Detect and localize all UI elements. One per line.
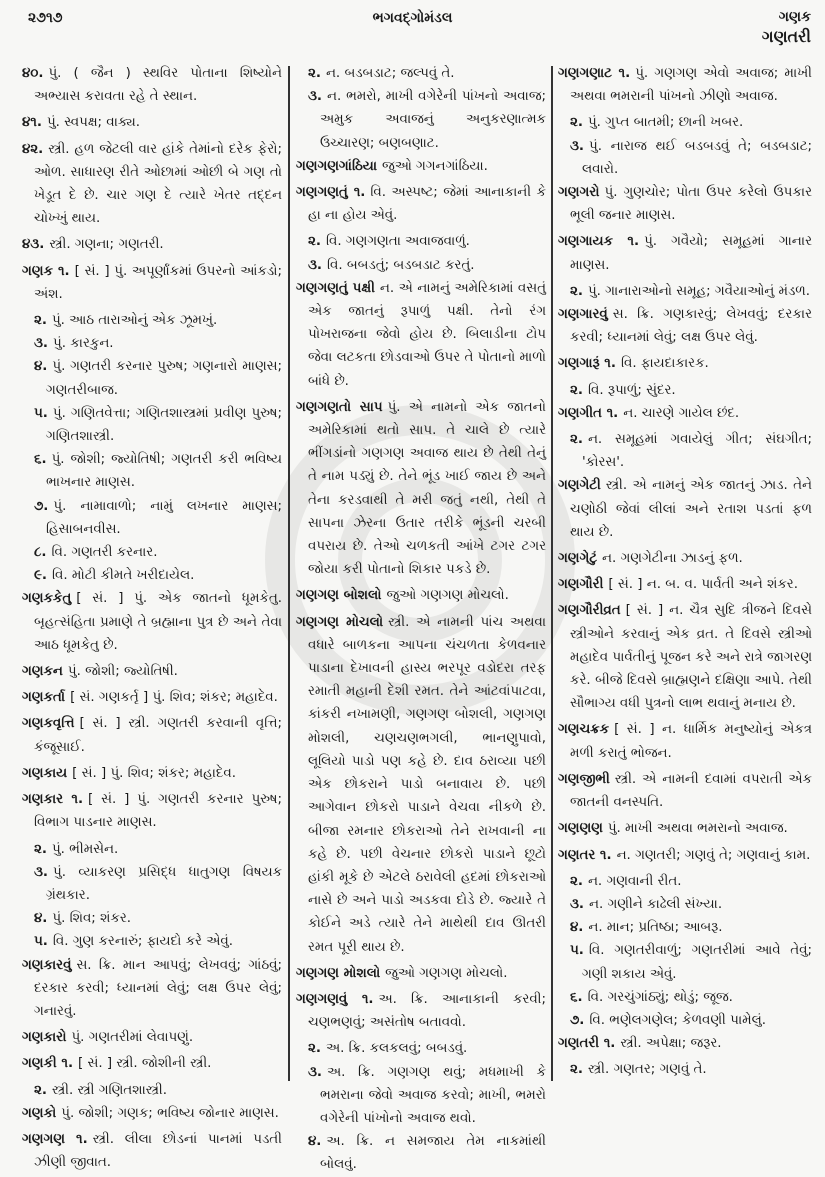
sense-number: ૩. [308, 89, 323, 105]
sense-number: ૨. [570, 115, 583, 131]
headword: ગણગણગાંઠિયા [296, 158, 378, 174]
headword: ગણગરો [558, 185, 600, 201]
sense-number: ૨. [34, 1082, 47, 1098]
sense-number: ૩. [570, 138, 585, 154]
sense-entry [296, 1130, 546, 1176]
dictionary-entry [296, 396, 546, 582]
sense-number: ૬. [570, 989, 583, 1005]
sense-number: ૨. [570, 873, 583, 889]
dictionary-entry [558, 1032, 812, 1055]
definition-text: સ્ત્રી. એ નામની પાંચ અથવા વધારે બાળકના આપના ચંચળતા કેળવનાર પાડાના દેખાવની હાસ્ય ભરપૂર વડોદરા તરફ રમાતી મહાની દેશી રમત. તેને આંટવાંપાટવા, કાંકરી નખામણી, ગણગણ બોશલી, ગણગણ મોશલી, ચણચણભગલી, ભાનણુપાવો, લૂલિયો પાડો પણ કહે છે. દાવ ઠરાવ્યા પછી એક છોકરાને પાડો બનાવાય છે. પછી આગેવાન છોકરો પાડાને વેચવા નીકળે છે. બીજા રમનાર છોકરાઓ તેને રાખવાની ના કહે છે. પછી વેચનાર છોકરો પાડાને છૂટો હાંકી મૂકે છે એટલે ઠરાવેલી હદમાં છોકરાઓ નાસે છે અને પાડો અડકવા દોડે છે. જ્યારે તે કોઈને અડે ત્યારે તેને માથેથી દાવ ઊતરી રમત પૂરી થાય છે. [308, 614, 546, 955]
definition-text: સ્ત્રી. એ નામનું એક જાતનું ઝાડ. તેને ચણોઠી જેવાં લીલાં અને રતાશ પડતાં ફળ થાય છે. [570, 478, 812, 540]
headword: ગણકારવું [22, 957, 72, 973]
definition-text: ન. ગણીને કાઢેલી સંખ્યા. [589, 896, 723, 912]
dictionary-entry [296, 962, 546, 985]
sense-number: ૫. [570, 943, 584, 959]
guide-words [762, 8, 811, 46]
headword: ગણકાય [22, 765, 68, 781]
sense-number: ૩. [34, 864, 49, 880]
headword: ગણગૌરીવ્રત [558, 603, 621, 619]
definition-text: પું. ગણતરીમાં લેવાપણું. [71, 1030, 194, 1046]
sense-entry [296, 230, 546, 253]
headword: ૪૩. [22, 237, 45, 253]
definition-text: ન. માન; પ્રતિષ્ઠા; આબરૂ. [588, 920, 723, 936]
sense-entry [22, 861, 282, 907]
definition-text: સ્ત્રી. હળ જેટલી વાર હાંકે તેમાંનો દરેક ફેરો; ઓળ. સાધારણ રીતે ઓછામાં ઓછી બે ગણ તો ખેડૂત દે છે. ચાર ગણ દે ત્યારે ખેતર તદ્દન ચોખ્ખું થાય. [34, 141, 282, 227]
guide-word-first: ગણક [778, 9, 811, 25]
definition-text: સ્ત્રી. ગણતર; ગણવું તે. [587, 1062, 707, 1078]
headword: ગણગણ બોશલો [296, 588, 382, 604]
headword: ગણગણ ૧. [22, 1131, 88, 1147]
sense-entry [558, 428, 812, 474]
definition-text: પું. ગુણચોર; પોતા ઉપર કરેલો ઉપકાર ભૂલી જનાર માણસ. [570, 185, 812, 224]
sense-number: ૪. [34, 911, 48, 927]
definition-text: ન. ગણવાની રીત. [587, 873, 682, 889]
dictionary-entry [296, 155, 546, 178]
sense-entry [22, 1079, 282, 1102]
headword: ગણગણવું ૧. [296, 991, 374, 1007]
definition-text: સ્ત્રી. લીલા છોડનાં પાનમાં પડતી ઝીણી જીવાત. [34, 1131, 282, 1171]
sense-number: ૪. [34, 359, 48, 375]
headword: ગણચક્રક [558, 722, 610, 738]
sense-number: ૨. [570, 382, 583, 398]
definition-text: વિ. ગુણ કરનારું; ફાયદો કરે એવું. [52, 934, 233, 950]
definition-text: ન. ભમરો, માખી વગેરેની પાંખનો અવાજ; અમુક અવાજનું અનુકરણાત્મક ઉચ્ચારણ; બણબણાટ. [320, 89, 546, 151]
headword: ગણગેટું [558, 551, 598, 567]
headword: ગણગેટી [558, 478, 601, 494]
dictionary-entry [22, 686, 282, 709]
sense-entry [22, 355, 282, 401]
definition-text: અ. ક્રિ. ન સમજાય તેમ નાકમાંથી બોલવું. [320, 1134, 546, 1173]
sense-number: ૩. [34, 336, 49, 352]
sense-entry [296, 85, 546, 155]
headword: ૪૧. [22, 115, 42, 131]
definition-text: સ. ક્રિ. ગણકારવું; લેખવવું; દરકાર કરવી; ધ્યાનમાં લેવું; લક્ષ ઉપર લેવું. [570, 307, 812, 346]
definition-text: [ સં. ] પું. ગણતરી કરનાર પુરુષ; વિભાગ પાડનાર માણસ. [34, 792, 282, 831]
sense-number: ૨. [308, 234, 321, 250]
sense-entry [296, 1037, 546, 1060]
dictionary-entry [22, 1128, 282, 1174]
sense-entry [558, 939, 812, 985]
column-1 [22, 62, 282, 1177]
dictionary-entry [558, 718, 812, 764]
headword: ગણકન [22, 664, 63, 680]
dictionary-entry [22, 111, 282, 134]
sense-entry [22, 541, 282, 564]
dictionary-entry [558, 181, 812, 227]
sense-entry [558, 986, 812, 1009]
definition-text: [ સં. ] ન. ધાર્મિક મનુષ્યોનું એકત્ર મળી કરાતું ભોજન. [570, 722, 812, 761]
definition-text: ન. બડબડાટ; જલ્પવું તે. [325, 66, 455, 81]
dictionary-entry [22, 1052, 282, 1075]
headword: ગણણણ [558, 821, 603, 837]
sense-entry [558, 916, 812, 939]
headword: ગણકવૃત્તિ [22, 716, 75, 732]
sense-number: ૨. [308, 1041, 321, 1057]
definition-text: વિ. મોટી કીમતે ખરીદાયેલ. [52, 568, 195, 584]
sense-entry [558, 280, 812, 303]
sense-entry [296, 1061, 546, 1131]
sense-number: ૫. [34, 405, 48, 421]
definition-text: પું. જોશી; જ્યોતિષી. [67, 664, 178, 680]
definition-text: [ સં. ] ન. ચૈત્ર સુદિ ત્રીજને દિવસે સ્ત્રીઓને કરવાનું એક વ્રત. તે દિવસે સ્ત્રીઓ મહાદેવ પાર્વતીનું પૂજન કરે અને રાત્રે જાગરણ કરે. બીજે દિવસે બ્રાહ્મણને દક્ષિણા આપે. તેથી સૌભાગ્ય વધી પુત્રનો લાભ થવાનું મનાય છે. [570, 603, 812, 712]
dictionary-entry [296, 988, 546, 1034]
sense-number: ૩. [308, 1064, 323, 1080]
sense-number: ૯. [34, 568, 48, 584]
headword: ગણગાયક ૧. [558, 234, 640, 250]
column-divider [288, 66, 290, 1081]
definition-text: [ સં. ગણકર્તૃ ] પું. શિવ; શંકર; મહાદેવ. [70, 690, 278, 706]
sense-number: ૫. [34, 934, 48, 950]
headword: ૪૨. [22, 141, 44, 157]
definition-text: [ સં. ] ન. બ. વ. પાર્વતી અને શંકર. [608, 577, 798, 593]
sense-number: ૨. [34, 841, 47, 857]
dictionary-entry [558, 352, 812, 375]
definition-text: સ્ત્રી. સ્ત્રી ગણિતશાસ્ત્રી. [51, 1082, 167, 1098]
dictionary-entry [22, 762, 282, 785]
definition-text: પું. ગુપ્ત બાતમી; છાની ખબર. [587, 115, 744, 131]
definition-text: સ. ક્રિ. માન આપવું; લેખવવું; ગાંઠવું; દરકાર કરવી; ધ્યાનમાં લેવું; લક્ષ ઉપર લેવું; ગનારવું. [34, 957, 282, 1019]
dictionary-entry [558, 817, 812, 840]
dictionary-entry [296, 584, 546, 607]
headword: ગણગણ મોચલો [296, 614, 384, 630]
headword: ગણગીત ૧. [558, 405, 619, 421]
sense-number: ૩. [308, 257, 323, 273]
dictionary-entry [296, 611, 546, 959]
headword: ગણગણતું પક્ષી [296, 280, 375, 296]
sense-entry [22, 448, 282, 494]
definition-text: સ્ત્રી. અપેક્ષા; જરૂર. [620, 1036, 722, 1052]
headword: ગણગારવું [558, 307, 608, 323]
dictionary-entry [22, 138, 282, 231]
dictionary-entry [558, 303, 812, 349]
dictionary-entry [22, 954, 282, 1024]
definition-text: ન. એ નામનું અમેરિકામાં વસતું એક જાતનું રૂપાળું પક્ષી. તેનો રંગ પોખરાજના જેવો હોય છે. બિલાડીના ટોપ જેવા લટકતા છોડવાઓ ઉપર તે પોતાનો માળો બાંધે છે. [308, 280, 546, 389]
definition-text: વિ. બબડતું; બડબડાટ કરતું. [327, 257, 475, 273]
definition-text: વિ. ગરચુંગાંઠ્યું; થોડું; જૂજ. [587, 989, 733, 1005]
definition-text: પું. સ્વપક્ષ; વાક્ય. [46, 115, 140, 131]
column-3 [558, 62, 812, 1082]
dictionary-entry [296, 181, 546, 227]
guide-word-last: ગણતરી [761, 27, 811, 46]
headword: ગણકારો [22, 1030, 67, 1046]
definition-text: પું. ગાનારાઓનો સમૂહ; ગવૈયાઓનું મંડળ. [587, 283, 811, 299]
dictionary-entry [22, 1026, 282, 1049]
sense-number: ૮. [34, 545, 47, 561]
dictionary-entry [22, 233, 282, 256]
sense-entry [558, 379, 812, 402]
headword: ગણગણતું ૧. [296, 185, 366, 201]
dictionary-entry [558, 768, 812, 814]
sense-entry [22, 838, 282, 861]
definition-text: સ્ત્રી. એ નામની દવામાં વપરાતી એક જાતની વનસ્પતિ. [570, 771, 812, 811]
dictionary-entry [558, 547, 812, 570]
sense-number: ૨. [308, 66, 321, 81]
definition-text: પું. શિવ; શંકર. [52, 911, 132, 927]
definition-text: પું. ( જૈન ) સ્થવિર પોતાના શિષ્યોને અભ્યાસ કરાવતા રહે તે સ્થાન. [34, 66, 282, 105]
definition-text: વિ. રૂપાળું; સુંદર. [587, 382, 676, 398]
definition-text: [ સં. ] પું. અપૂર્ણાંકમાં ઉપરનો આંકડો; અંશ. [34, 263, 282, 302]
page-number: ૨૭૧૭ [28, 10, 63, 26]
book-title: ભગવદ્ગોમંડલ [372, 10, 453, 26]
dictionary-entry [558, 402, 812, 425]
sense-entry [558, 135, 812, 181]
dictionary-entry [558, 62, 812, 108]
definition-text: પું. જોશી; ગણક; ભવિષ્ય જોનાર માણસ. [61, 1105, 279, 1121]
dictionary-entry [22, 62, 282, 108]
headword: ગણગારૂં ૧. [558, 356, 616, 372]
sense-entry [22, 930, 282, 953]
headword: ગણગૌરી [558, 577, 604, 593]
sense-entry [558, 1009, 812, 1032]
sense-entry [22, 309, 282, 332]
headword: ગણકી ૧. [22, 1056, 74, 1072]
sense-entry [296, 62, 546, 85]
definition-text: ન. ચારણે ગાયેલ છંદ. [623, 405, 740, 421]
definition-text: ન. સમૂહમાં ગવાયેલું ગીત; સંઘગીત; 'કોરસ'. [582, 432, 812, 471]
definition-text: પું. માખી અથવા ભમરાનો અવાજ. [607, 821, 788, 837]
definition-text: અ. ક્રિ. આનાકાની કરવી; ચણભણવું; અસંતોષ બતાવવો. [308, 991, 547, 1031]
sense-number: ૩. [570, 896, 585, 912]
dictionary-entry [22, 260, 282, 306]
definition-text: પું. એ નામનો એક જાતનો અમેરિકામાં થતો સાપ. તે ચાલે છે ત્યારે ભીંગડાંનો ગણગણ અવાજ થાય છે તેથી તેનું તે નામ પડ્યું છે. તેને ભૂંડ ખાઈ જાય છે અને તેના કરડવાથી તે મરી જતું નથી, તેથી તે સાપના ઝેરના ઉતાર તરીકે ભૂંડની ચરબી વપરાય છે. તેઓ ચળકતી આંખે ટગર ટગર જોયા કરી પોતાનો શિકાર પકડે છે. [308, 399, 546, 578]
dictionary-entry [22, 587, 282, 657]
definition-text: પું. જોશી; જ્યોતિષી; ગણતરી કરી ભવિષ્ય ભાખનાર માણસ. [46, 452, 282, 491]
headword: ગણગણ મોશલો [296, 965, 381, 981]
definition-text: [ સં. ] સ્ત્રી. ગણતરી કરવાની વૃત્તિ; કંજૂસાઈ. [34, 716, 282, 755]
sense-entry [558, 893, 812, 916]
definition-text: પું. ગણગણ એવો અવાજ; માખી અથવા ભમરાની પાંખનો ઝીણો અવાજ. [570, 66, 812, 105]
sense-entry [296, 254, 546, 277]
dictionary-entry [558, 599, 812, 715]
definition-text: વિ. ગણતરી કરનાર. [51, 545, 158, 561]
sense-entry [22, 495, 282, 541]
sense-number: ૨. [570, 1062, 583, 1078]
headword: ગણક ૧. [22, 263, 70, 279]
headword: ગણકર્તા [22, 690, 66, 706]
headword: ગણતરી ૧. [558, 1036, 616, 1052]
definition-text: પું. નારાજ થઈ બડબડવું તે; બડબડાટ; લવારો. [582, 138, 812, 177]
sense-number: ૨. [570, 432, 583, 448]
sense-number: ૨. [570, 283, 583, 299]
sense-number: ૭. [570, 1012, 585, 1028]
sense-number: ૪. [570, 920, 584, 936]
headword: ગણગણતો સાપ [296, 399, 383, 415]
definition-text: જુઓ ગગનગાંઠિયા. [382, 158, 488, 174]
definition-text: વિ. ગણતરીવાળું; ગણતરીમાં આવે તેવું; ગણી શકાય એવું. [582, 943, 812, 982]
column-2 [296, 62, 546, 1177]
sense-entry [558, 870, 812, 893]
definition-text: પું. આઠ તારાઓનું એક ઝૂમખું. [51, 313, 218, 329]
headword: ૪૦. [22, 66, 44, 81]
definition-text: [ સં. ] પું. શિવ; શંકર; મહાદેવ. [72, 765, 236, 781]
definition-text: પું. કારકુન. [53, 336, 114, 352]
headword: ગણકકેતુ [22, 591, 72, 607]
sense-entry [22, 564, 282, 587]
definition-text: પું. ગણિતવેત્તા; ગણિતશાસ્ત્રમાં પ્રવીણ પુરુષ; ગણિતશાસ્ત્રી. [46, 405, 282, 445]
definition-text: સ્ત્રી. ગણના; ગણતરી. [49, 237, 164, 253]
sense-number: ૭. [34, 498, 49, 514]
headword: ગણકો [22, 1105, 57, 1121]
sense-entry [22, 402, 282, 448]
definition-text: પું. ભીમસેન. [51, 841, 119, 857]
sense-number: ૨. [34, 313, 47, 329]
dictionary-entry [296, 277, 546, 393]
headword: ગણજીભી [558, 771, 610, 787]
headword: ગણગણાટ ૧. [558, 66, 631, 81]
sense-number: ૬. [34, 452, 47, 468]
dictionary-entry [558, 230, 812, 276]
definition-text: ન. ગણગેટીના ઝાડનું ફળ. [602, 551, 743, 567]
definition-text: ન. ગણતરી; ગણવું તે; ગણવાનું કામ. [616, 847, 811, 863]
definition-text: વિ. અસ્પષ્ટ; જેમાં આનાકાની કે હા ના હોય એવું. [308, 185, 547, 224]
definition-text: પું. ગવૈયો; સમૂહમાં ગાનાર માણસ. [570, 234, 812, 273]
sense-entry [558, 1058, 812, 1081]
headword: ગણતર ૧. [558, 847, 612, 863]
dictionary-entry [22, 660, 282, 683]
dictionary-entry [558, 573, 812, 596]
headword: ગણકાર ૧. [22, 792, 84, 808]
definition-text: પું. નામાવાળો; નામું લખનાર માણસ; હિસાબનવીસ. [46, 498, 282, 537]
dictionary-entry [558, 474, 812, 544]
definition-text: અ. ક્રિ. કલકલવું; બબડવું. [325, 1041, 468, 1057]
dictionary-entry [22, 788, 282, 834]
definition-text: પું. ગણતરી કરનાર પુરુષ; ગણનારો માણસ; ગણતરીબાજ. [46, 359, 282, 398]
definition-text: વિ. ભણેલગણેલ; કેળવણી પામેલું. [589, 1012, 766, 1028]
dictionary-entry [558, 844, 812, 867]
dictionary-entry [22, 1102, 282, 1125]
definition-text: [ સં. ] સ્ત્રી. જોશીની સ્ત્રી. [78, 1056, 212, 1072]
definition-text: પું. વ્યાકરણ પ્રસિદ્ધ ધાતુગણ વિષયક ગ્રંથકાર. [46, 864, 282, 903]
sense-number: ૪. [308, 1134, 322, 1150]
definition-text: જુઓ ગણગણ મોચલો. [385, 965, 508, 981]
definition-text: વિ. ગણગણતા અવાજવાળું. [325, 234, 470, 250]
definition-text: [ સં. ] પું. એક જાતનો ધૂમકેતુ. બૃહત્સંહિતા પ્રમાણે તે બ્રહ્માના પુત્ર છે અને તેવા આઠ ધૂમકેતુ છે. [34, 591, 282, 653]
definition-text: અ. ક્રિ. ગણગણ થવું; મધમાખી કે ભમરાના જેવો અવાજ કરવો; માખી, ભમરો વગેરેની પાંખોનો અવાજ થવો. [320, 1064, 546, 1126]
dictionary-entry [22, 712, 282, 758]
definition-text: વિ. ફાયદાકારક. [620, 356, 709, 372]
definition-text: જુઓ ગણગણ મોચલો. [386, 588, 509, 604]
column-divider [551, 66, 553, 1081]
sense-entry [22, 907, 282, 930]
sense-entry [22, 332, 282, 355]
sense-entry [558, 111, 812, 134]
